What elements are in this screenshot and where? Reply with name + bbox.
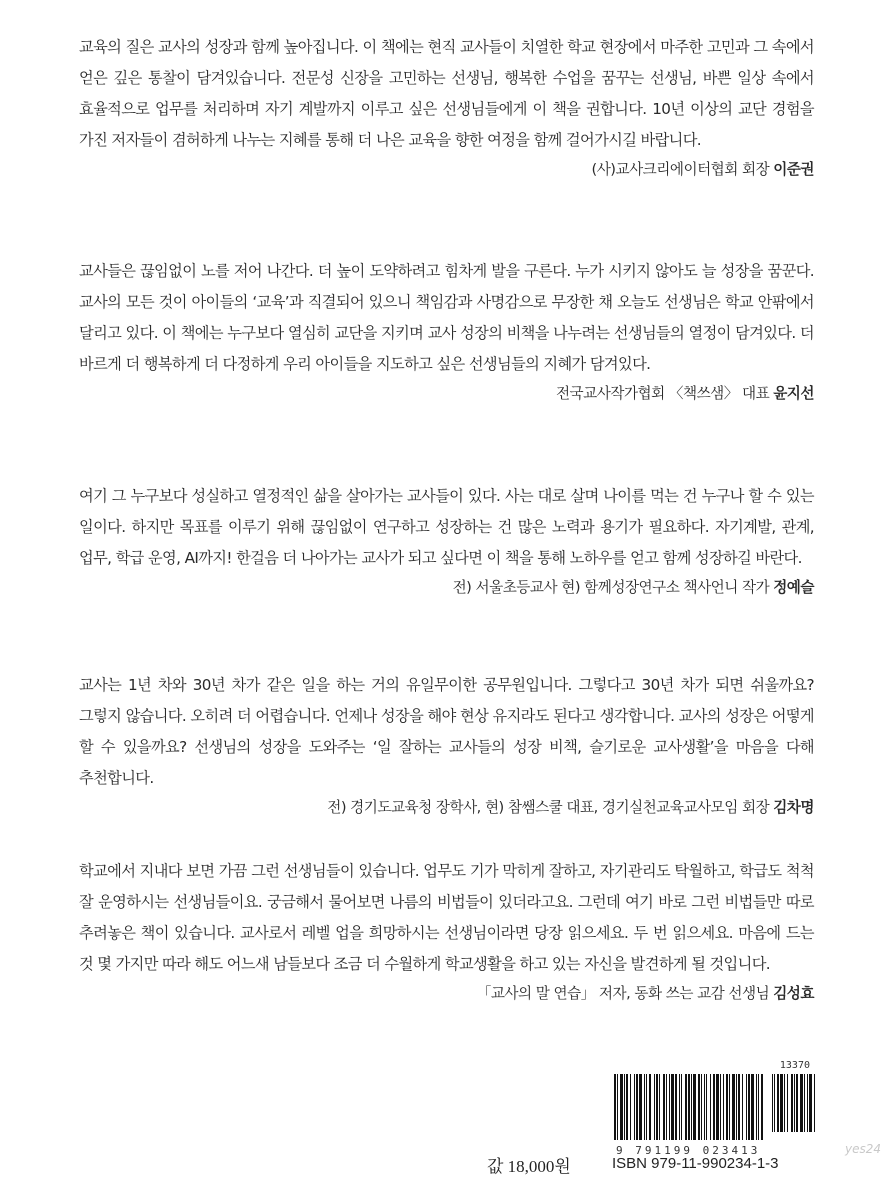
barcode-bar [720,1074,721,1140]
barcode-bar [736,1074,737,1140]
barcode-addon-bar [809,1074,812,1132]
barcode-bar [748,1074,750,1140]
endorsement-signature [79,576,814,600]
endorser-name: 정예슬 [773,579,814,596]
barcode-addon-bar [787,1074,788,1132]
barcode-bar [691,1074,692,1140]
price-label: 값 18,000원 [487,1157,571,1176]
barcode-bar [617,1074,618,1140]
barcode-addon-bar [796,1074,798,1132]
endorsement-text: 학교에서 지내다 보면 가끔 그런 선생님들이 있습니다. 업무도 기가 막히게 잘하고, 자기관리도 탁월하고, 학급도 척척 잘 운영하시는 선생님들이요. 궁금해서 물어보면 나름의 비법들이 있더라고요. 그런데 여기 바로 그런 비법들만 따로 추려놓은 책이 있습니다. 교사로서 레벨 업을 희망하시는 선생님이라면 당장 읽으세요. 두 번 읽으세요. 마음에 드는 것 몇 가지만 따라 해도 어느새 남들보다 조금 더 수월하게 학교생활을 하고 있는 자신을 발견하게 될 것입니다. [79,862,814,973]
barcode-bar [723,1074,724,1140]
barcode-addon-bar [804,1074,805,1132]
barcode-bar [693,1074,696,1140]
endorser-affiliation: 전) 서울초등교사 현) 함께성장연구소 책사언니 작가 [452,579,770,596]
endorsement-text: 여기 그 누구보다 성실하고 열정적인 삶을 살아가는 교사들이 있다. 사는 대로 살며 나이를 먹는 건 누구나 할 수 있는 일이다. 하지만 목표를 이루기 위해 끊임없이 연구하고 성장하는 건 많은 노력과 용기가 필요하다. 자기계발, 관계, 업무, 학급 운영, AI까지! 한걸음 더 나아가는 교사가 되고 싶다면 이 책을 통해 노하우를 얻고 함께 성장하길 바란다. [79,487,814,567]
barcode-addon-bar [800,1074,803,1132]
barcode-bar [742,1074,743,1140]
barcode-addon-bar [772,1074,773,1132]
barcode-bar [626,1074,628,1140]
barcode-bar [706,1074,707,1140]
barcode-bar [726,1074,728,1140]
barcode-addon-bar [780,1074,783,1132]
barcode-bar [746,1074,747,1140]
barcode-bar [701,1074,702,1140]
endorsement-signature [79,382,814,406]
barcode-bar [761,1074,763,1140]
barcode-bar [716,1074,719,1140]
barcode-bar [646,1074,647,1140]
barcode-icon [612,1074,818,1144]
barcode-bar [666,1074,667,1140]
endorsement-signature [79,982,814,1006]
barcode-bar [710,1074,711,1140]
endorser-name: 김차명 [773,799,814,816]
endorser-affiliation: 전) 경기도교육청 장학사, 현) 참쌤스쿨 대표, 경기실천교육교사모임 회장 [327,799,770,816]
barcode-bar [654,1074,655,1140]
endorsement-2 [79,256,814,406]
barcode-bar [671,1074,674,1140]
endorser-name: 김성효 [773,985,814,1002]
barcode-bar [698,1074,700,1140]
barcode-addon-bar [777,1074,779,1132]
barcode-bar [669,1074,670,1140]
barcode-bar [713,1074,715,1140]
barcode-bar [751,1074,754,1140]
isbn-barcode [612,1060,822,1160]
endorsement-text: 교사들은 끊임없이 노를 저어 나간다. 더 높이 도약하려고 힘차게 발을 구른다. 누가 시키지 않아도 늘 성장을 꿈꾼다. 교사의 모든 것이 아이들의 ‘교육’과 직결되어 있으니 책임감과 사명감으로 무장한 채 오늘도 선생님은 학교 안팎에서 달리고 있다. 이 책에는 누구보다 열심히 교단을 지키며 교사 성장의 비책을 나누려는 선생님들의 열정이 담겨있다. 더 바르게 더 행복하게 더 다정하게 우리 아이들을 지도하고 싶은 선생님들의 지혜가 담겨있다. [79,262,814,373]
barcode-addon-bar [774,1074,775,1132]
barcode-addon-number: 13370 [779,1060,810,1071]
barcode-bar [681,1074,682,1140]
barcode-bar [732,1074,735,1140]
endorsement-signature [79,158,814,182]
watermark-logo: yes24 [845,1142,882,1156]
barcode-bar [758,1074,759,1140]
barcode-digits: 9 791199 023413 [616,1144,761,1157]
endorser-affiliation: 「교사의 말 연습」 저자, 동화 쓰는 교감 선생님 [476,985,770,1002]
barcode-bar [756,1074,757,1140]
endorsement-5 [79,856,814,1006]
endorsement-4 [79,670,814,820]
endorsement-text: 교육의 질은 교사의 성장과 함께 높아집니다. 이 책에는 현직 교사들이 치열한 학교 현장에서 마주한 고민과 그 속에서 얻은 깊은 통찰이 담겨있습니다. 전문성 신장을 고민하는 선생님, 행복한 수업을 꿈꾸는 선생님, 바쁜 일상 속에서 효율적으로 업무를 처리하며 자기 계발까지 이루고 싶은 선생님들에게 이 책을 권합니다. 10년 이상의 교단 경험을 가진 저자들이 겸허하게 나누는 지혜를 통해 더 나은 교육을 향한 여정을 함께 걸어가시길 바랍니다. [79,38,814,149]
barcode-bar [614,1074,616,1140]
barcode-bar [634,1074,635,1140]
barcode-bar [663,1074,665,1140]
barcode-addon-bar [794,1074,795,1132]
endorsement-1 [79,32,814,182]
barcode-bar [738,1074,740,1140]
barcode-bar [624,1074,625,1140]
endorsement-text: 교사는 1년 차와 30년 차가 같은 일을 하는 거의 유일무이한 공무원입니다. 그렇다고 30년 차가 되면 쉬울까요? 그렇지 않습니다. 오히려 더 어렵습니다. 언제나 성장을 해야 현상 유지라도 된다고 생각합니다. 교사의 성장은 어떻게 할 수 있을까요? 선생님의 성장을 도와주는 ‘일 잘하는 교사들의 성장 비책, 슬기로운 교사생활’을 마음을 다해 추천합니다. [79,676,814,787]
endorser-affiliation: (사)교사크리에이터협회 회장 [591,161,770,178]
barcode-bar [659,1074,660,1140]
barcode-bar [688,1074,690,1140]
barcode-bar [644,1074,645,1140]
barcode-bar [675,1074,677,1140]
isbn-label: ISBN 979-11-990234-1-3 [612,1155,779,1172]
barcode-bar [685,1074,687,1140]
barcode-bar [636,1074,638,1140]
barcode-bar [630,1074,631,1140]
barcode-addon-bar [814,1074,815,1132]
endorser-name: 윤지선 [773,385,814,402]
barcode-bar [679,1074,680,1140]
endorser-name: 이준권 [773,161,814,178]
barcode-bar [620,1074,623,1140]
barcode-addon-bar [784,1074,785,1132]
barcode-addon-bar [807,1074,808,1132]
endorsement-signature [79,796,814,820]
barcode-bar [704,1074,705,1140]
barcode-bar [649,1074,651,1140]
barcode-bar [639,1074,642,1140]
barcode-addon-bar [791,1074,793,1132]
barcode-bar [656,1074,658,1140]
endorsement-3 [79,481,814,600]
endorser-affiliation: 전국교사작가협회 〈책쓰샘〉 대표 [555,385,770,402]
barcode-bar [729,1074,730,1140]
